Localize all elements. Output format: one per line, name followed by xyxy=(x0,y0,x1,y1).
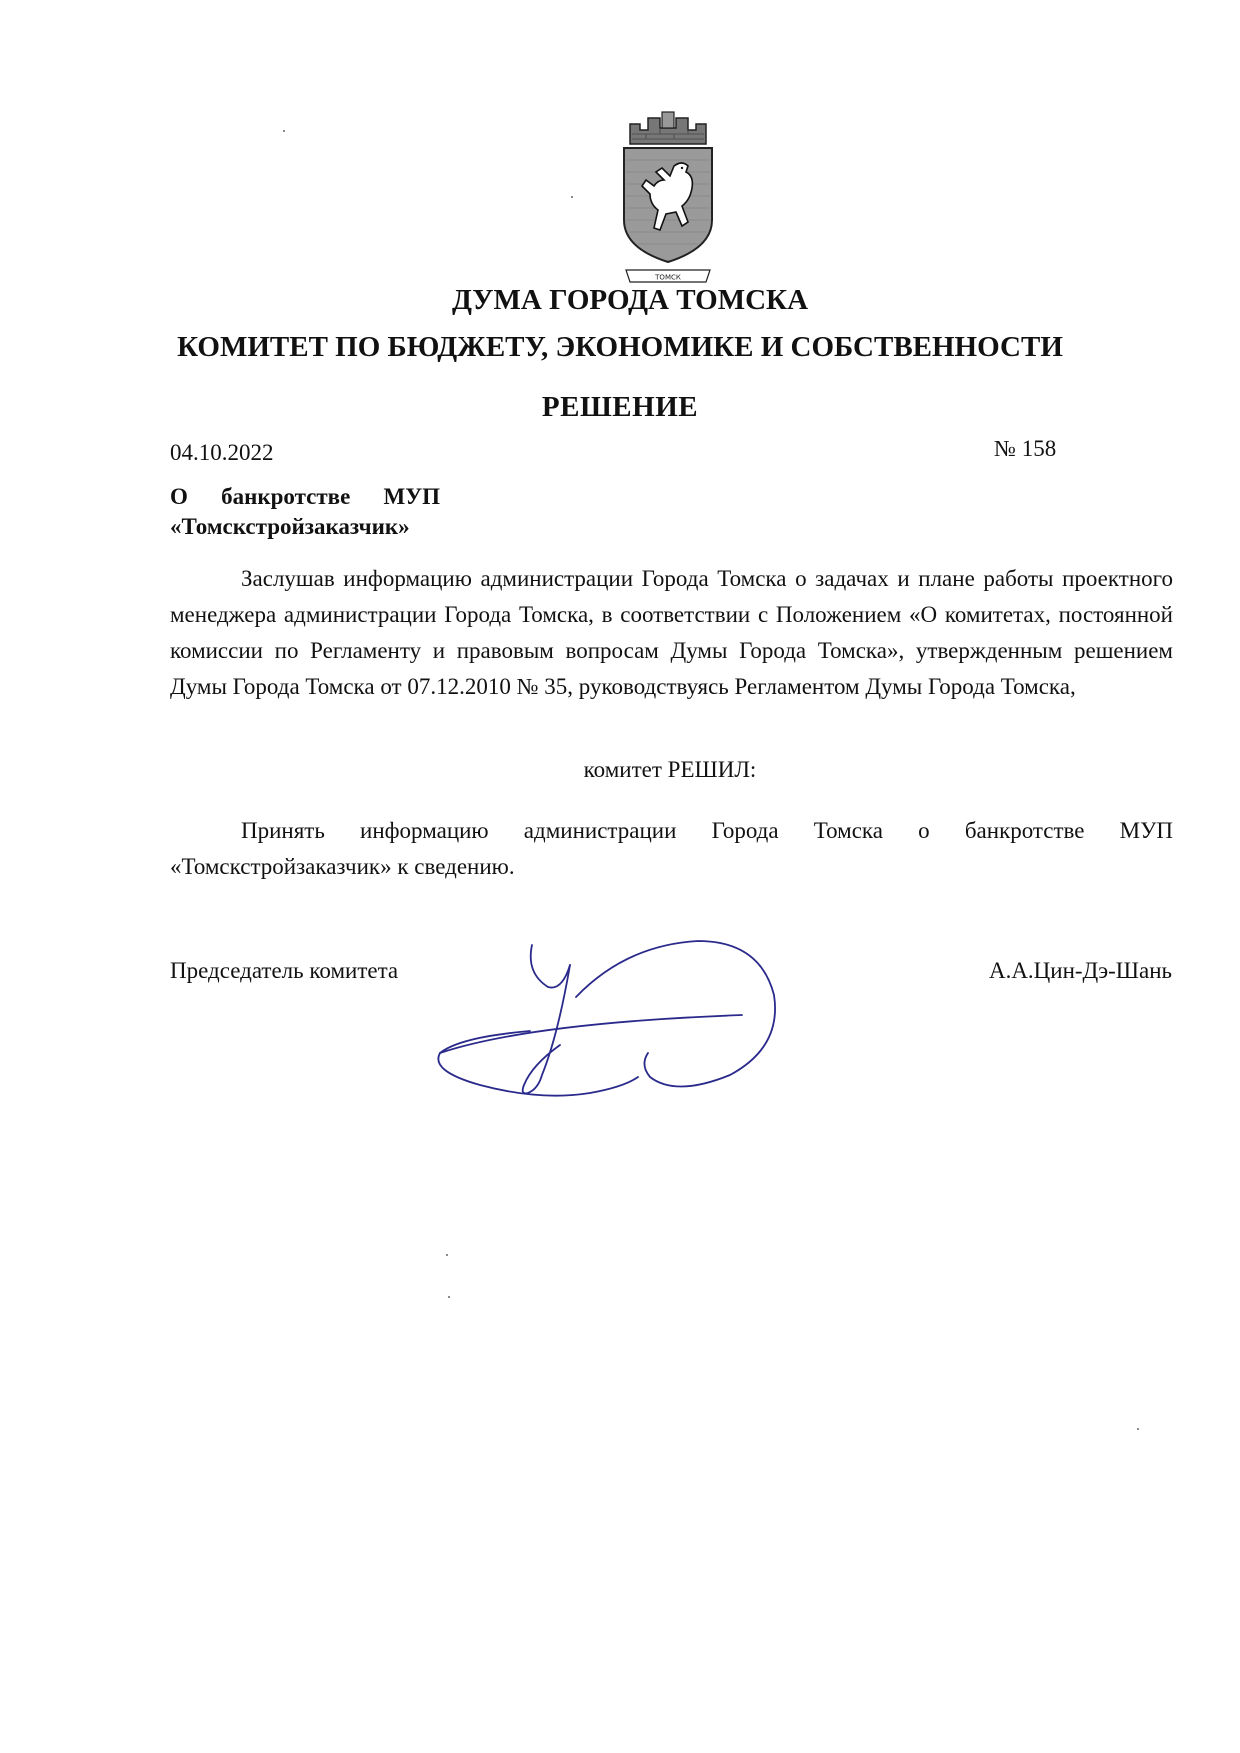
subject-line-1: О банкротстве МУП xyxy=(170,484,440,509)
city-coat-of-arms-icon xyxy=(616,110,720,286)
organization-title: ДУМА ГОРОДА ТОМСКА xyxy=(451,284,809,316)
body-paragraph-2: Принять информацию администрации Города Томска о банкротстве МУП «Томскстройзаказчик» к сведению. xyxy=(170,818,1173,879)
scan-speck xyxy=(1137,1428,1139,1430)
document-date: 04.10.2022 xyxy=(170,440,274,465)
document-type: РЕШЕНИЕ xyxy=(541,391,699,423)
decision-line: комитет РЕШИЛ: xyxy=(583,757,757,782)
document-subject xyxy=(170,482,440,542)
handwritten-signature xyxy=(430,925,830,1115)
signatory-title: Председатель комитета xyxy=(170,958,399,983)
scan-speck xyxy=(448,1296,450,1298)
document-number: № 158 xyxy=(994,436,1057,461)
signatory-name: А.А.Цин-Дэ-Шань xyxy=(988,958,1172,983)
scan-speck xyxy=(571,196,573,198)
emblem-motto: ТОМСК xyxy=(655,273,681,282)
scan-speck xyxy=(283,130,285,132)
subject-line-2: «Томскстройзаказчик» xyxy=(170,514,410,539)
scan-speck xyxy=(446,1254,448,1256)
body-paragraph-1: Заслушав информацию администрации Города Томска о задачах и плане работы проектного менеджера администрации Города Томска, в соответствии с Положением «О комитетах, постоянной комиссии по Регламенту и правовым вопросам Думы Города Томска», утвержденным решением Думы Города Томска от 07.12.2010 № 35, руководствуясь Регламентом Думы Города Томска, xyxy=(170,566,1173,699)
committee-title: КОМИТЕТ ПО БЮДЖЕТУ, ЭКОНОМИКЕ И СОБСТВЕННОСТИ xyxy=(177,331,1063,363)
